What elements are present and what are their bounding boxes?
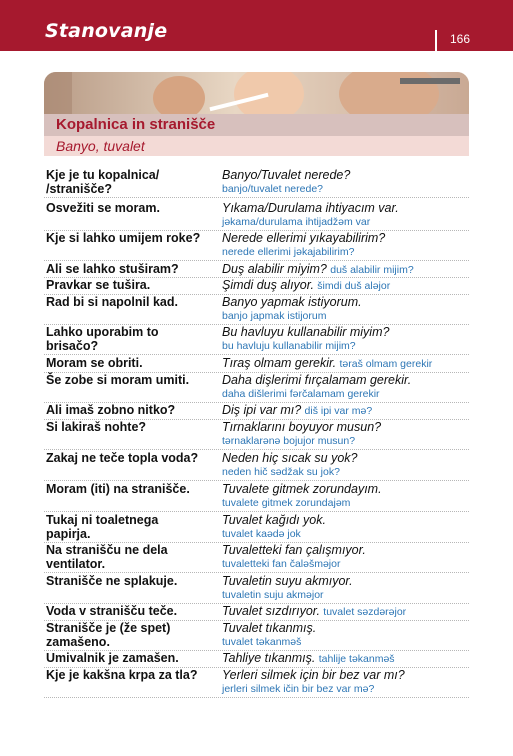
translation (222, 262, 472, 277)
turkish-phrase: Tuvalete gitmek zorundayım. (222, 482, 382, 496)
slovene-phrase: Kje je tu kopalnica/ /stranišče? (46, 168, 160, 196)
pronunciation: tuvaletin suju akməjor (222, 589, 324, 601)
slovene-phrase: Umivalnik je zamašen. (46, 651, 179, 665)
turkish-phrase: Daha dişlerimi fırçalamam gerekir. (222, 373, 412, 387)
slovene-phrase: Ali se lahko stuširam? (46, 262, 179, 276)
phrase-row (44, 324, 469, 355)
phrase-row (44, 372, 469, 403)
translation (222, 231, 472, 259)
pronunciation: tuvalet təkanməš (222, 636, 302, 648)
phrase-row (44, 667, 469, 698)
section-subtitle: Banyo, tuvalet (56, 138, 145, 154)
translation (222, 295, 472, 323)
pronunciation: tahlije təkanməš (318, 653, 395, 665)
section-title: Kopalnica in stranišče (44, 114, 469, 136)
translation (222, 513, 472, 541)
page-title: Stanovanje (45, 20, 168, 42)
pronunciation: banjo japmak istijorum (222, 310, 327, 322)
pronunciation: duš alabilir mijim? (330, 264, 414, 276)
turkish-phrase: Banyo yapmak istiyorum. (222, 295, 362, 309)
phrase-row (44, 620, 469, 651)
slovene-phrase: Kje je kakšna krpa za tla? (46, 668, 198, 682)
bathroom-photo (44, 72, 469, 114)
translation (222, 420, 472, 448)
pronunciation: bu havluju kullanabilir mijim? (222, 340, 356, 352)
turkish-phrase: Banyo/Tuvalet nerede? (222, 168, 351, 182)
phrase-row (44, 167, 469, 198)
slovene-phrase: Osvežiti se moram. (46, 201, 160, 215)
translation (222, 373, 472, 401)
pronunciation: tuvalet səzdərəjor (323, 606, 407, 618)
turkish-phrase: Yerleri silmek için bir bez var mı? (222, 668, 405, 682)
slovene-phrase: Na stranišču ne dela ventilator. (46, 543, 168, 571)
slovene-phrase: Pravkar se tušira. (46, 278, 151, 292)
turkish-phrase: Tırnaklarını boyuyor musun? (222, 420, 382, 434)
phrase-row (44, 200, 469, 231)
slovene-phrase: Zakaj ne teče topla voda? (46, 451, 199, 465)
translation (222, 278, 472, 293)
phrase-row (44, 650, 469, 668)
translation (222, 651, 472, 666)
phrase-row (44, 355, 469, 373)
translation (222, 403, 472, 418)
turkish-phrase: Tuvalet tıkanmış. (222, 621, 317, 635)
pronunciation: tuvaletteki fan čaləšməjor (222, 558, 341, 570)
translation (222, 482, 472, 510)
pronunciation: jəkama/durulama ihtijadžəm var (222, 216, 371, 228)
turkish-phrase: Tuvaletteki fan çalışmıyor. (222, 543, 366, 557)
slovene-phrase: Kje si lahko umijem roke? (46, 231, 201, 245)
translation (222, 451, 472, 479)
pronunciation: tuvalete gitmek zorundajəm (222, 497, 351, 509)
phrase-row (44, 450, 469, 481)
slovene-phrase: Moram se obriti. (46, 356, 143, 370)
photo-illustration (44, 72, 469, 114)
phrase-row (44, 573, 469, 604)
phrase-row (44, 512, 469, 543)
translation (222, 668, 472, 696)
slovene-phrase: Ali imaš zobno nitko? (46, 403, 176, 417)
pronunciation: nerede ellerimi jəkajabilirim? (222, 246, 355, 258)
pronunciation: daha dišlerimi fərčalamam gerekir (222, 388, 380, 400)
pronunciation: šimdi duš aləjor (317, 280, 391, 292)
phrase-row (44, 277, 469, 295)
translation (222, 574, 472, 602)
turkish-phrase: Yıkama/Durulama ihtiyacım var. (222, 201, 399, 215)
phrase-row (44, 419, 469, 450)
turkish-phrase: Tahliye tıkanmış. (222, 651, 316, 665)
pronunciation: banjo/tuvalet nerede? (222, 183, 323, 195)
phrase-row (44, 402, 469, 420)
phrase-row (44, 542, 469, 573)
slovene-phrase: Moram (iti) na stranišče. (46, 482, 190, 496)
translation (222, 201, 472, 229)
slovene-phrase: Rad bi si napolnil kad. (46, 295, 178, 309)
phrase-row (44, 230, 469, 261)
header-bar (0, 0, 513, 51)
turkish-phrase: Tuvalet sızdırıyor. (222, 604, 320, 618)
translation (222, 604, 472, 619)
page-number: 166 (450, 32, 471, 46)
turkish-phrase: Tuvaletin suyu akmıyor. (222, 574, 353, 588)
pronunciation: təraš olmam gerekir (339, 358, 433, 370)
header-divider (435, 30, 437, 51)
turkish-phrase: Tıraş olmam gerekir. (222, 356, 337, 370)
turkish-phrase: Tuvalet kağıdı yok. (222, 513, 326, 527)
turkish-phrase: Diş ipi var mı? (222, 403, 302, 417)
slovene-phrase: Stranišče je (že spet) zamašeno. (46, 621, 171, 649)
slovene-phrase: Še zobe si moram umiti. (46, 373, 190, 387)
turkish-phrase: Duş alabilir miyim? (222, 262, 327, 276)
phrase-row (44, 603, 469, 621)
section-header (44, 114, 469, 156)
pronunciation: tuvalet kaədə jok (222, 528, 301, 540)
turkish-phrase: Şimdi duş alıyor. (222, 278, 314, 292)
phrase-row (44, 481, 469, 512)
phrase-row (44, 261, 469, 278)
pronunciation: jerleri silmek ičin bir bez var mə? (222, 683, 375, 695)
translation (222, 168, 472, 196)
slovene-phrase: Si lakiraš nohte? (46, 420, 147, 434)
phrase-row (44, 294, 469, 325)
pronunciation: tərnaklarənə bojujor musun? (222, 435, 356, 447)
turkish-phrase: Bu havluyu kullanabilir miyim? (222, 325, 390, 339)
translation (222, 621, 472, 649)
translation (222, 543, 472, 571)
translation (222, 325, 472, 353)
turkish-phrase: Nerede ellerimi yıkayabilirim? (222, 231, 386, 245)
turkish-phrase: Neden hiç sıcak su yok? (222, 451, 358, 465)
pronunciation: neden hič sədžak su jok? (222, 466, 340, 478)
pronunciation: diš ipi var mə? (304, 405, 373, 417)
slovene-phrase: Lahko uporabim to brisačo? (46, 325, 159, 353)
slovene-phrase: Stranišče ne splakuje. (46, 574, 178, 588)
translation (222, 356, 472, 371)
slovene-phrase: Voda v stranišču teče. (46, 604, 178, 618)
slovene-phrase: Tukaj ni toaletnega papirja. (46, 513, 159, 541)
